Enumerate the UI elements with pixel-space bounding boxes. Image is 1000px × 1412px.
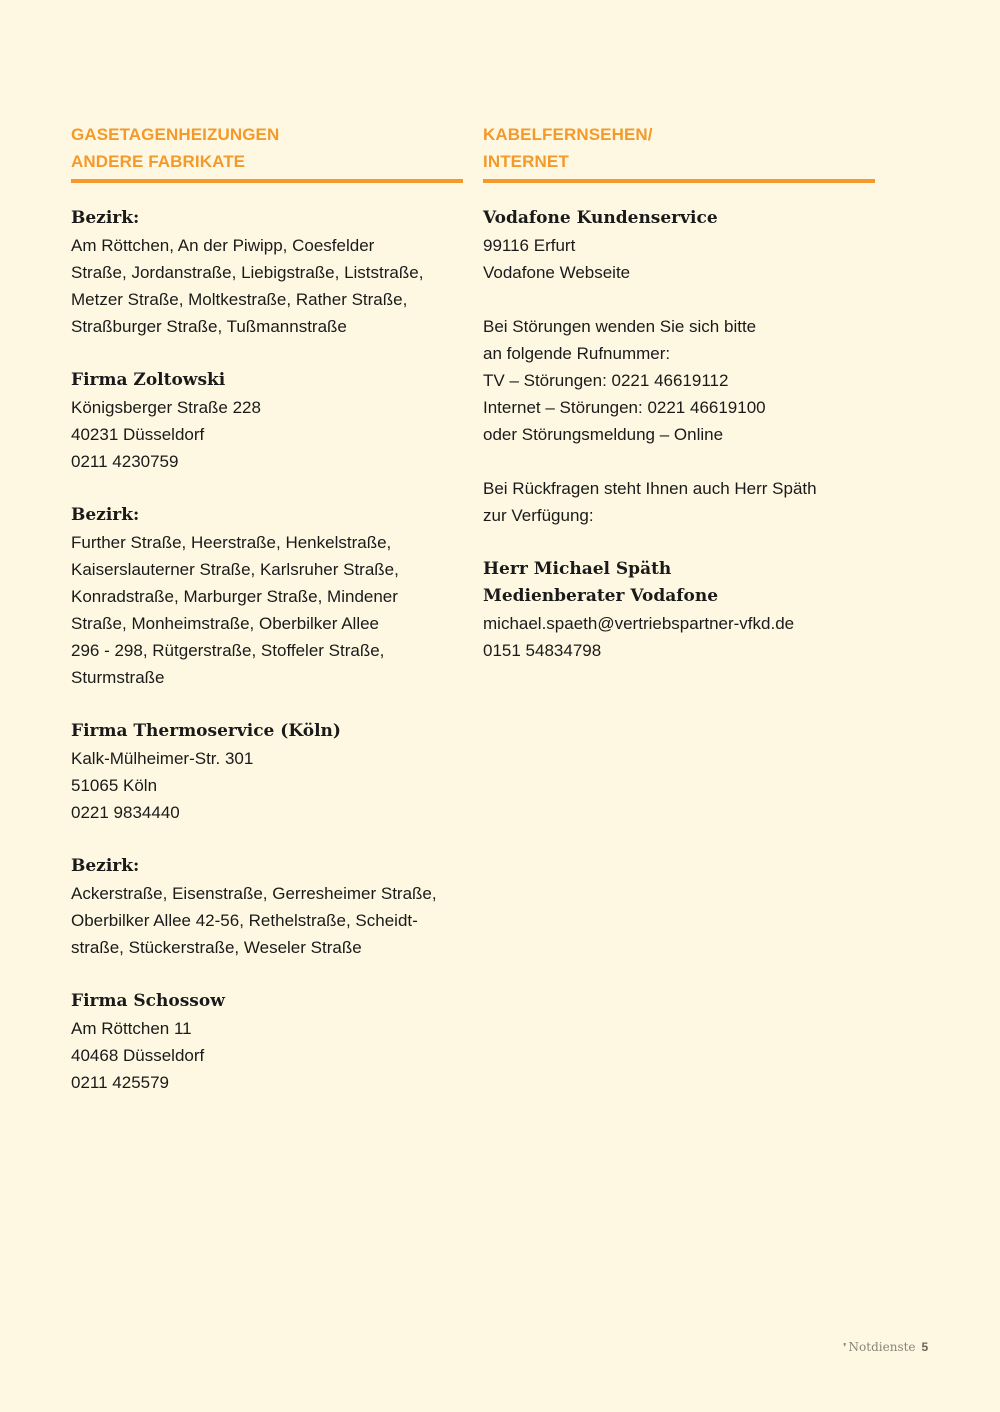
block-line: 0221 9834440	[71, 803, 180, 822]
block-title: Bezirk:	[71, 505, 140, 525]
left-column	[71, 121, 463, 1123]
block-title: Bezirk:	[71, 856, 140, 876]
block-title: Firma Zoltowski	[71, 370, 226, 390]
block-line: 296 - 298, Rütgerstraße, Stoffeler Straße,	[71, 641, 385, 660]
block-line: Oberbilker Allee 42-56, Rethelstraße, Scheidt-	[71, 911, 418, 930]
block-title: Firma Schossow	[71, 991, 225, 1011]
block-line: Am Röttchen, An der Piwipp, Coesfelder	[71, 236, 375, 255]
block-line: 0151 54834798	[483, 641, 602, 660]
block-line: Am Röttchen 11	[71, 1019, 192, 1038]
block-line: Bei Rückfragen steht Ihnen auch Herr Späth	[483, 479, 817, 498]
footer-section: Notdienste	[848, 1340, 916, 1354]
block-line: Bei Störungen wenden Sie sich bitte	[483, 317, 757, 336]
block-line: Kalk-Mülheimer-Str. 301	[71, 749, 254, 768]
block-line: 40468 Düsseldorf	[71, 1046, 205, 1065]
block-line: Internet – Störungen: 0221 46619100	[483, 398, 766, 417]
block-line: 40231 Düsseldorf	[71, 425, 205, 444]
heading-divider	[71, 179, 463, 183]
contact-block	[71, 853, 463, 961]
contact-block	[71, 718, 463, 826]
block-line: an folgende Rufnummer:	[483, 344, 671, 363]
block-line: zur Verfügung:	[483, 506, 594, 525]
block-line: Further Straße, Heerstraße, Henkelstraße,	[71, 533, 392, 552]
block-line[interactable]: michael.spaeth@vertriebspartner-vfkd.de	[483, 614, 795, 633]
contact-block	[483, 475, 875, 529]
contact-block	[483, 313, 875, 448]
block-title: Firma Thermoservice (Köln)	[71, 721, 341, 741]
contact-block	[71, 988, 463, 1096]
block-line: Kaiserslauterner Straße, Karlsruher Straße,	[71, 560, 399, 579]
block-line: Ackerstraße, Eisenstraße, Gerresheimer Straße,	[71, 884, 437, 903]
block-line: 0211 425579	[71, 1073, 170, 1092]
section-heading-cable: KABELFERNSEHEN/ INTERNET	[483, 125, 653, 171]
block-title: Vodafone Kundenservice	[483, 208, 718, 228]
block-title: Bezirk:	[71, 208, 140, 228]
block-line: Straßburger Straße, Tußmannstraße	[71, 317, 347, 336]
block-line: TV – Störungen: 0221 46619112	[483, 371, 729, 390]
contact-block	[71, 502, 463, 691]
heading-divider	[483, 179, 875, 183]
block-line: 51065 Köln	[71, 776, 158, 795]
contact-block	[71, 205, 463, 340]
contact-block	[483, 205, 875, 286]
block-line: 99116 Erfurt	[483, 236, 576, 255]
block-line: Konradstraße, Marburger Straße, Mindener	[71, 587, 398, 606]
block-line: Metzer Straße, Moltkestraße, Rather Straße,	[71, 290, 408, 309]
contact-block	[71, 367, 463, 475]
block-line: Königsberger Straße 228	[71, 398, 261, 417]
block-line: 0211 4230759	[71, 452, 179, 471]
page-footer	[843, 1340, 928, 1354]
block-line: Straße, Jordanstraße, Liebigstraße, Liststraße,	[71, 263, 424, 282]
block-line: straße, Stückerstraße, Weseler Straße	[71, 938, 362, 957]
quote-mark-icon: ❜	[843, 1341, 847, 1354]
block-line[interactable]: Vodafone Webseite	[483, 263, 631, 282]
page-number: 5	[921, 1340, 929, 1354]
block-subtitle: Medienberater Vodafone	[483, 586, 719, 606]
contact-block	[483, 556, 875, 664]
block-title: Herr Michael Späth	[483, 559, 672, 579]
block-line: Sturmstraße	[71, 668, 165, 687]
block-line: Straße, Monheimstraße, Oberbilker Allee	[71, 614, 380, 633]
section-heading-gas: GASETAGENHEIZUNGEN ANDERE FABRIKATE	[71, 125, 280, 171]
right-column	[483, 121, 875, 691]
block-line[interactable]: oder Störungsmeldung – Online	[483, 425, 724, 444]
